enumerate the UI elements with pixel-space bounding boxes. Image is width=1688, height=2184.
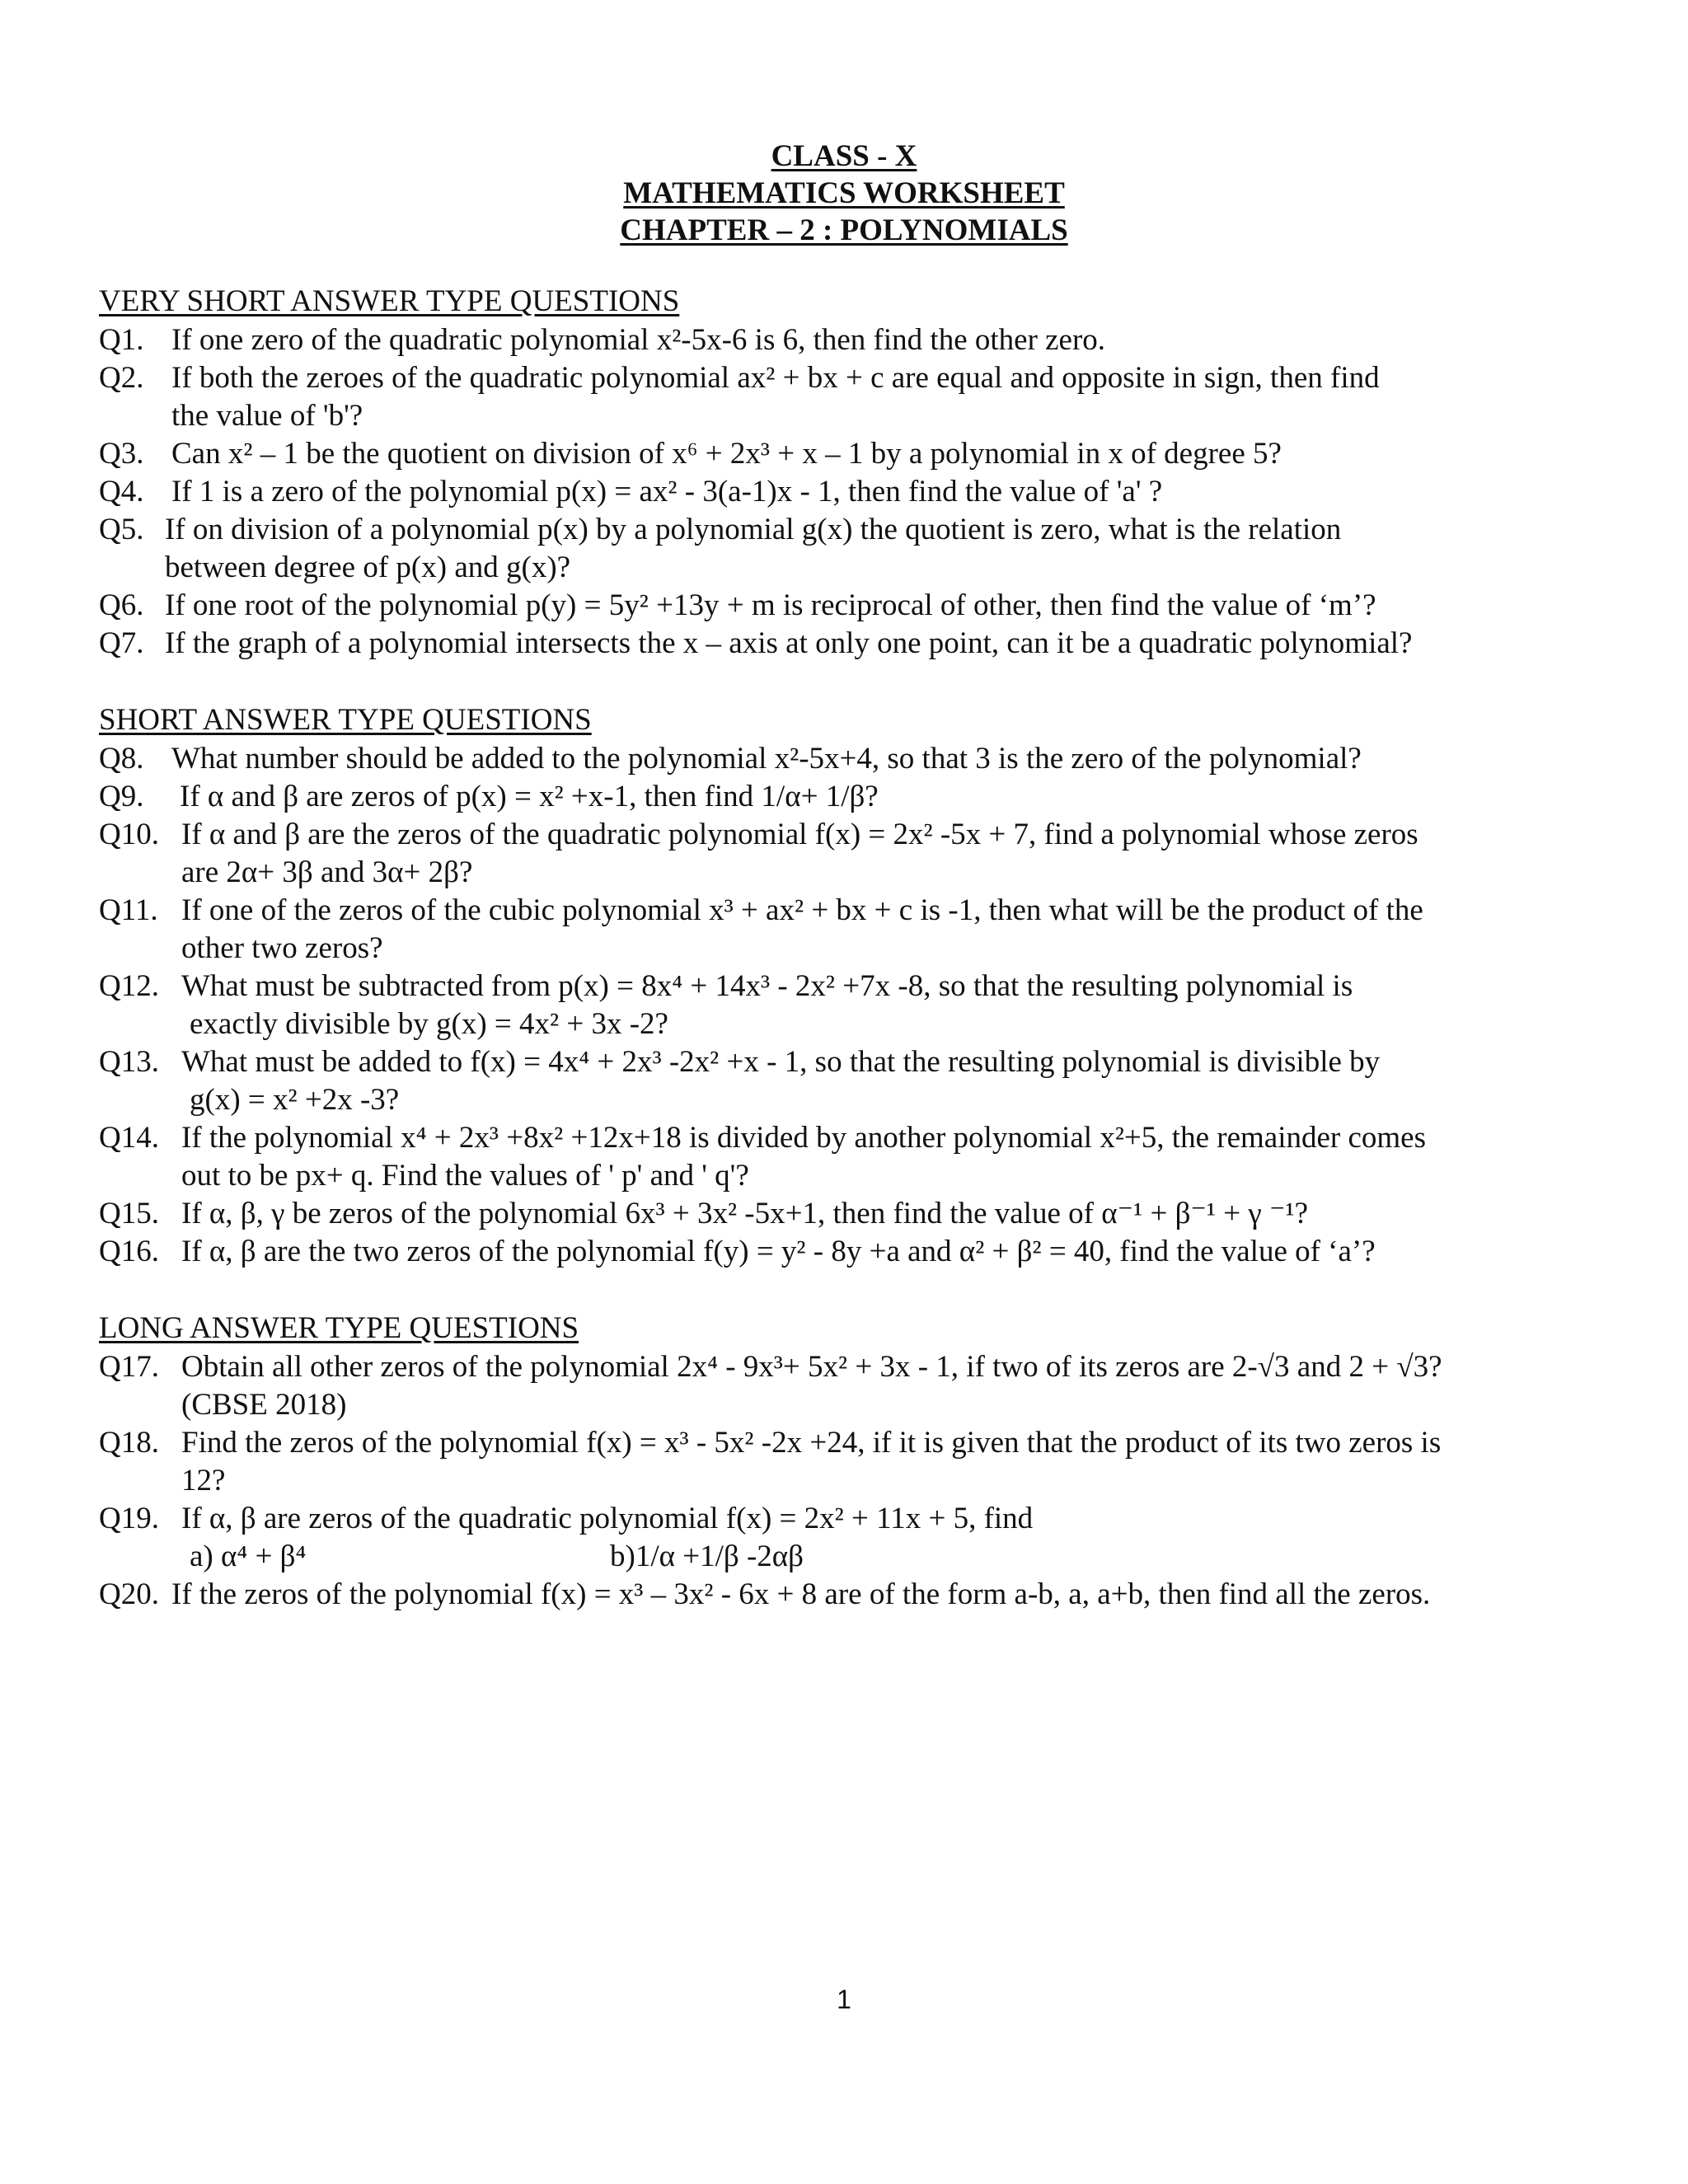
question-number: Q6. — [99, 588, 144, 622]
question-text: If on division of a polynomial p(x) by a polynomial g(x) the quotient is zero, what is the relation — [165, 513, 1342, 546]
question-text: If one root of the polynomial p(y) = 5y² +13y + m is reciprocal of other, then find the value of ‘m’? — [165, 588, 1376, 622]
worksheet-title: MATHEMATICS WORKSHEET — [623, 176, 1065, 210]
question-text: If both the zeroes of the quadratic polynomial ax² + bx + c are equal and opposite in sign, then find — [171, 361, 1380, 395]
question-text: If 1 is a zero of the polynomial p(x) = ax² - 3(a-1)x - 1, then find the value of 'a' ? — [171, 475, 1163, 509]
question-text: If the graph of a polynomial intersects the x – axis at only one point, can it be a quadratic polynomial? — [165, 626, 1413, 660]
question-text-continued: are 2α+ 3β and 3α+ 2β? — [181, 855, 473, 889]
question-number: Q2. — [99, 361, 144, 395]
question-text-continued: between degree of p(x) and g(x)? — [165, 551, 571, 584]
question-source: (CBSE 2018) — [181, 1388, 347, 1422]
question-text: If α and β are zeros of p(x) = x² +x-1, then find 1/α+ 1/β? — [180, 780, 879, 813]
question-text: If one of the zeros of the cubic polynomial x³ + ax² + bx + c is -1, then what will be the product of the — [181, 893, 1423, 927]
question-text: What number should be added to the polynomial x²-5x+4, so that 3 is the zero of the polynomial? — [171, 742, 1362, 776]
question-text: Obtain all other zeros of the polynomial 2x⁴ - 9x³+ 5x² + 3x - 1, if two of its zeros are 2-√3 and 2 + √3? — [181, 1350, 1442, 1384]
question-number: Q19. — [99, 1502, 159, 1535]
question-number: Q8. — [99, 742, 144, 776]
question-number: Q15. — [99, 1197, 159, 1230]
question-text: Find the zeros of the polynomial f(x) = x³ - 5x² -2x +24, if it is given that the product of its two zeros is — [181, 1426, 1442, 1460]
question-number: Q4. — [99, 475, 144, 509]
question-number: Q11. — [99, 893, 158, 927]
question-number: Q3. — [99, 437, 144, 471]
question-number: Q5. — [99, 513, 144, 546]
section-title-very-short: VERY SHORT ANSWER TYPE QUESTIONS — [99, 284, 680, 318]
question-number: Q9. — [99, 780, 144, 813]
question-text-continued: exactly divisible by g(x) = 4x² + 3x -2? — [190, 1007, 668, 1041]
question-number: Q14. — [99, 1121, 159, 1155]
page-number: 1 — [837, 1985, 851, 2014]
question-text-continued: g(x) = x² +2x -3? — [190, 1083, 400, 1117]
question-number: Q16. — [99, 1235, 159, 1268]
question-text: If α, β, γ be zeros of the polynomial 6x³ + 3x² -5x+1, then find the value of α⁻¹ + β⁻¹ + γ ⁻¹? — [181, 1197, 1309, 1230]
question-number: Q18. — [99, 1426, 159, 1460]
question-text: If α and β are the zeros of the quadratic polynomial f(x) = 2x² -5x + 7, find a polynomial whose zeros — [181, 818, 1418, 851]
question-number: Q10. — [99, 818, 159, 851]
class-heading: CLASS - X — [771, 139, 917, 173]
option-a: a) α⁴ + β⁴ — [190, 1540, 307, 1573]
section-title-long: LONG ANSWER TYPE QUESTIONS — [99, 1311, 579, 1345]
question-text: What must be added to f(x) = 4x⁴ + 2x³ -2x² +x - 1, so that the resulting polynomial is divisible by — [181, 1045, 1381, 1079]
question-text-continued: other two zeros? — [181, 931, 383, 965]
question-text: If one zero of the quadratic polynomial x²-5x-6 is 6, then find the other zero. — [171, 323, 1106, 357]
section-title-short: SHORT ANSWER TYPE QUESTIONS — [99, 703, 592, 737]
question-text-continued: the value of 'b'? — [171, 399, 363, 433]
question-text: If the zeros of the polynomial f(x) = x³ – 3x² - 6x + 8 are of the form a-b, a, a+b, then find all the zeros. — [171, 1577, 1431, 1611]
question-text-continued: out to be px+ q. Find the values of ' p' and ' q'? — [181, 1159, 749, 1193]
question-text: Can x² – 1 be the quotient on division of x⁶ + 2x³ + x – 1 by a polynomial in x of degree 5? — [171, 437, 1282, 471]
question-text: If α, β are the two zeros of the polynomial f(y) = y² - 8y +a and α² + β² = 40, find the value of ‘a’? — [181, 1235, 1376, 1268]
question-number: Q20. — [99, 1577, 159, 1611]
question-text: If the polynomial x⁴ + 2x³ +8x² +12x+18 is divided by another polynomial x²+5, the remainder comes — [181, 1121, 1426, 1155]
question-text: What must be subtracted from p(x) = 8x⁴ + 14x³ - 2x² +7x -8, so that the resulting polynomial is — [181, 969, 1353, 1003]
question-number: Q17. — [99, 1350, 159, 1384]
question-number: Q7. — [99, 626, 144, 660]
question-text-continued: 12? — [181, 1464, 226, 1497]
question-number: Q1. — [99, 323, 144, 357]
question-number: Q13. — [99, 1045, 159, 1079]
question-text: If α, β are zeros of the quadratic polynomial f(x) = 2x² + 11x + 5, find — [181, 1502, 1034, 1535]
question-number: Q12. — [99, 969, 159, 1003]
option-b: b)1/α +1/β -2αβ — [610, 1540, 804, 1573]
chapter-title: CHAPTER – 2 : POLYNOMIALS — [620, 213, 1068, 247]
